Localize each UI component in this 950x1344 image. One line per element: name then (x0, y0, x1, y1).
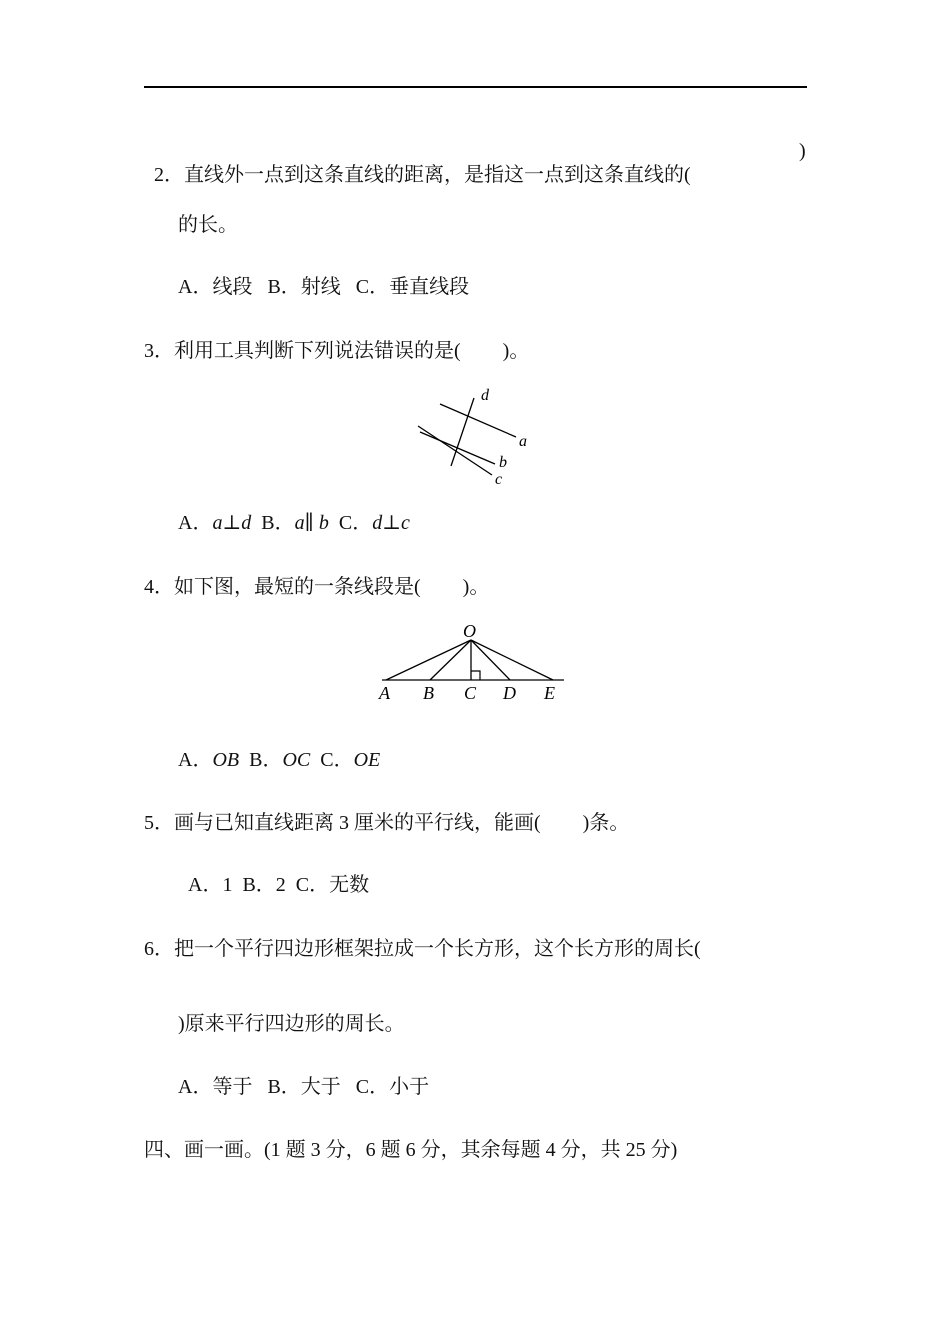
q5-option-b: B．2 (242, 874, 286, 896)
q4-option-a-value: OB (212, 749, 240, 771)
q5-number: 5． (144, 812, 174, 834)
q4-segment-oe (471, 640, 553, 680)
q4-segment-oa (386, 640, 471, 680)
q5-stem-close: )条。 (582, 812, 630, 834)
q5-option-a: A．1 (188, 874, 233, 896)
q5-option-c: C．无数 (295, 874, 370, 896)
q4-right-angle-mark (471, 671, 480, 680)
q3-line-b (420, 432, 495, 464)
q4-option-b-value: OC (282, 749, 311, 771)
q3-option-c-symbol: ⊥ (382, 512, 402, 534)
q6-stem-line2: )原来平行四边形的周长。 (178, 1013, 405, 1035)
q3-option-b-right: b (318, 512, 329, 534)
q3-option-b-symbol: ∥ (304, 512, 314, 534)
q4-label-a: A (379, 683, 390, 703)
q4-label-o: O (463, 621, 476, 641)
q3-options (178, 511, 410, 535)
q2-option-c: C．垂直线段 (355, 276, 470, 298)
q3-option-a-letter: A． (178, 512, 213, 534)
q4-option-c-value: OE (353, 749, 381, 771)
q6-options (178, 1075, 429, 1099)
q6-stem-part1: 把一个平行四边形框架拉成一个长方形，这个长方形的周长( (174, 938, 701, 960)
q2-stem-close: ) (799, 140, 806, 162)
q4-label-c: C (464, 683, 477, 703)
q3-label-b: b (499, 454, 507, 471)
q4-option-a-letter: A． (178, 749, 213, 771)
q4-label-d: D (503, 683, 516, 703)
q3-label-d: d (481, 387, 489, 404)
q4-stem-open: 如下图，最短的一条线段是( (174, 576, 421, 598)
q3-option-b-letter: B． (261, 512, 295, 534)
q3-option-c-right: c (401, 512, 410, 534)
q4-stem (144, 575, 489, 599)
q6-option-a: A．等于 (178, 1076, 253, 1098)
q5-options (188, 873, 369, 897)
q3-stem-close: )。 (502, 340, 530, 362)
q2-stem-line2: 的长。 (178, 214, 238, 236)
q2-stem-part1: 直线外一点到这条直线的距离，是指这一点到这条直线的( (184, 164, 691, 186)
q4-segment-od (471, 640, 510, 680)
q3-line-c (418, 426, 492, 475)
q4-option-c-letter: C． (320, 749, 354, 771)
q6-option-b: B．大于 (267, 1076, 341, 1098)
q4-segment-ob (430, 640, 471, 680)
q4-label-b: B (423, 683, 434, 703)
q3-number: 3． (144, 340, 174, 362)
q3-option-c-letter: C． (338, 512, 373, 534)
q4-options (178, 748, 380, 772)
q4-option-b-letter: B． (249, 749, 283, 771)
section-4-title: 四、画一画。(1 题 3 分，6 题 6 分，其余每题 4 分，共 25 分) (144, 1139, 678, 1161)
q2-option-b: B．射线 (267, 276, 341, 298)
q3-option-a-symbol: ⊥ (222, 512, 242, 534)
q3-option-b-left: a (294, 512, 305, 534)
q6-stem-line1 (144, 937, 701, 961)
q4-label-e: E (544, 683, 555, 703)
q2-number: 2． (154, 164, 184, 186)
q3-label-a: a (519, 433, 527, 450)
q3-line-a (440, 404, 516, 437)
q5-stem (144, 811, 629, 835)
q6-option-c: C．小于 (355, 1076, 430, 1098)
q4-stem-close: )。 (462, 576, 490, 598)
q3-stem-open: 利用工具判断下列说法错误的是( (174, 340, 461, 362)
q6-number: 6． (144, 938, 174, 960)
q3-option-a-right: d (241, 512, 252, 534)
q3-label-c: c (495, 471, 503, 488)
q3-option-a-left: a (212, 512, 223, 534)
q4-number: 4． (144, 576, 174, 598)
q2-option-a: A．线段 (178, 276, 253, 298)
q3-option-c-left: d (372, 512, 383, 534)
q5-stem-open: 画与已知直线距离 3 厘米的平行线，能画( (174, 812, 541, 834)
